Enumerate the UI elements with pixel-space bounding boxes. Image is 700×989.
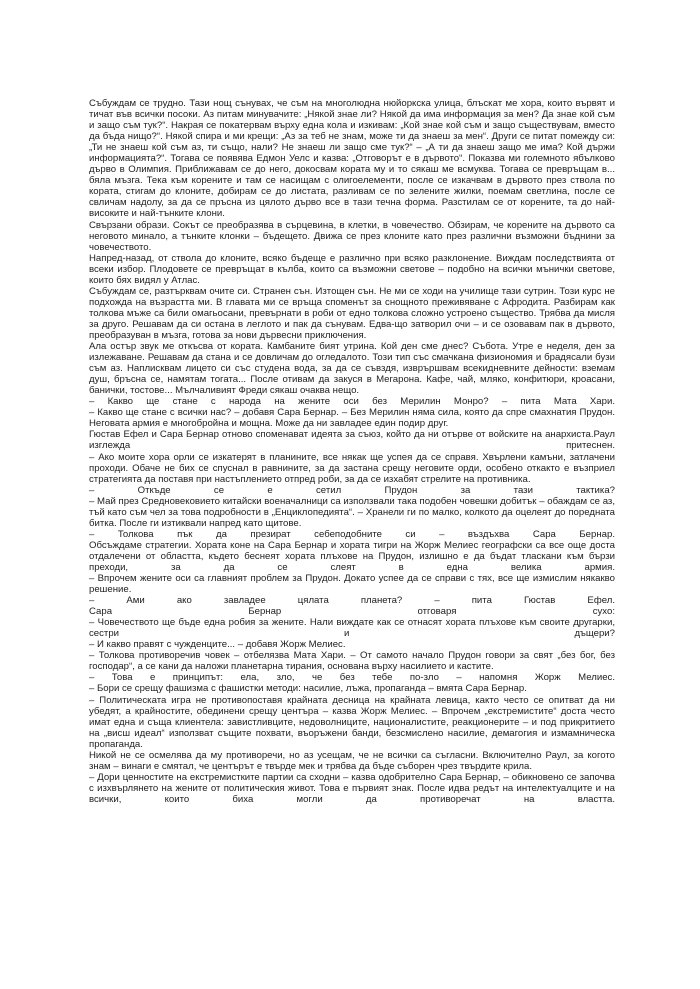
paragraph: – Това е принципът: ела, зло, че без тебе по-зло – напомня Жорж Мелиес. bbox=[89, 672, 615, 684]
paragraph: – Бори се срещу фашизма с фашистки методи: насилие, лъжа, пропаганда – вмята Сара Бернар. bbox=[89, 683, 527, 695]
paragraph: Обсъждаме стратегии. Хората коне на Сара Бернар и хората тигри на Жорж Мелиес географски са все още доста отдалечени от областта, където беснеят хората плъхове на Прудон, излишно е да бъдат тласкани към бързи преходи, за да се слеят в една велика армия. bbox=[89, 539, 615, 573]
paragraph: – Дори ценностите на екстремистките партии са сходни – казва одобрително Сара Бернар, – обикновено се започва с изхвърлянето на жените от политическия живот. Това е първият знак. После идва редът на интелектуалците и на всички, които биха могли да противоречат на властта. bbox=[89, 771, 615, 805]
paragraph: Гюстав Ефел и Сара Бернар отново споменават идеята за съюз, който да ни отърве от войските на анархиста.Раул изглежда притеснен. bbox=[89, 429, 615, 452]
document-page bbox=[89, 98, 615, 805]
paragraph: – Политическата игра не противопоставя крайната десница на крайната левица, както често се опитват да ни убедят, а крайностите, обединени срещу центъра – казва Жорж Мелиес. – Впрочем „екстремистите“ доста често имат една и съща клиентела: завистливците, недоволниците, националистите, реакционерите – и под прикритието на „висш идеал“ използват същите похвати, въоръжени банди, безсмислено насилие, демагогия и измамническа пропаганда. bbox=[89, 694, 615, 750]
paragraph: Никой не се осмелява да му противоречи, но аз усещам, че не всички са съгласни. Включително Раул, за когото знам – винаги е смятал, че центърът е твърде мек и трябва да бъде съборен чрез твърдите крила. bbox=[89, 749, 615, 772]
paragraph: – Какво ще стане с народа на жените оси без Мерилин Монро? – пита Мата Хари. bbox=[89, 396, 615, 408]
paragraph: Ала остър звук ме откъсва от кората. Камбаните бият утрина. Кой ден сме днес? Събота. Утре е неделя, ден за излежаване. Решавам да стана и се довличам до огледалото. Този тип със смачкана физиономия и брадясали бузи съм аз. Наплисквам лицето си със студена вода, за да се съвздя, изврършвам всекидневните дейности: вземам душ, бръсна се, намятам тогата... После отивам да закуся в Мегарона. Кафе, чай, мляко, конфитюри, кроасани, банички, тостове... Мълчаливият Фреди сякаш очаква нещо. bbox=[89, 341, 615, 397]
paragraph: – Ако моите хора орли се изкатерят в планините, все някак ще успея да се справя. Хвърлени камъни, затлачени проходи. Обаче не бих се спуснал в равнините, за да застана срещу неговите орди, особено откакто е възприел стратегията да поставя при настъплението отпред роби, за да се изхабят стрелите на противника. bbox=[89, 451, 615, 485]
paragraph: Събуждам се трудно. Тази нощ сънувах, че съм на многолюдна нюйоркска улица, блъскат ме хора, които вървят и тичат във всички посоки. Аз питам минувачите: „Някой знае ли? Някой да има информация за мен? Да знае кой съм и защо съм тук?“. Накрая се покатервам върху една кола и изкивам: „Кой знае кой съм и защо съществувам, вместо да бъда нищо?“. Някой спира и ми крещи: „Аз за теб не знам, може ти да знаеш за мен“. Други се питат помежду си: „Ти не знаеш кой съм аз, ти също, нали? Не знаеш ли защо сме тук?“ – „А ти да знаеш защо ме има? Кой държи информацията?“. Тогава се появява Едмон Уелс и казва: „Отговорът е в дървото“. Показва ми големното ябълково дърво в Олимпия. Приближавам се до него, докосвам кората му и то сякаш ме всмуква. Тогава се превръщам в... бяла мъзга. Тека към корените и там се насищам с олигоелементи, после се изкачвам в дървото през ствола по кората, стигам до клоните, добирам се до листата, разливам се по зелените жилки, поемам светлина, после се свличам надолу, за да се пръсна из цялото дърво все в тази течна форма. Разстилам се от корените, та до най-високите и най-тънките клони. bbox=[89, 98, 615, 220]
paragraph: – Ами ако завладее цялата планета? – пита Гюстав Ефел. bbox=[89, 595, 615, 607]
paragraph: Събуждам се, разтърквам очите си. Странен сън. Изтощен сън. Не ми се ходи на училище тази сутрин. Този курс не подхожда на възрастта ми. В главата ми се връща споменът за снощното преживяване с Афродита. Разбирам как толкова мъже са били омагьосани, превърнати в роби от едно толкова сложно устроено същество. Трябва да мисля за друго. Решавам да си остана в леглото и пак да сънувам. Едва-що затворил очи – и се озовавам пак в дървото, преобразуван в мъзга, готова за нови дървесни приключения. bbox=[89, 285, 615, 341]
paragraph: – Човечеството ще бъде една робия за жените. Нали виждате как се отнасят хората плъхове към своите другарки, сестри и дъщери? bbox=[89, 617, 615, 640]
paragraph: – Толкова пък да презират себеподобните си – въздъхва Сара Бернар. bbox=[89, 528, 615, 540]
paragraph: – Впрочем жените оси са главният проблем за Прудон. Докато успее да се справи с тях, все ще измислим някакво решение. bbox=[89, 573, 615, 596]
paragraph: – И какво правят с чужденците... – добавя Жорж Мелиес. bbox=[89, 639, 346, 651]
paragraph: – Какво ще стане с всички нас? – добавя Сара Бернар. – Без Мерилин няма сила, която да спре смахнатия Прудон. Неговата армия е многобройна и мощна. Може да ни завладее един подир друг. bbox=[89, 407, 615, 430]
paragraph: Сара Бернар отговаря сухо: bbox=[89, 606, 615, 618]
paragraph: Напред-назад, от ствола до клоните, всяко бъдеще е различно при всяко разклонение. Виждам последствията от всеки избор. Плодовете се превръщат в кълба, които са възможни светове – подобно на всички мънички светове, които бях видял у Атлас. bbox=[89, 252, 615, 286]
paragraph: – Май през Средновековието китайски военачалници са използвали така подобен човешки добитък – обаждам се аз, тъй като съм чел за това подробности в „Енциклопедията“. – Хранели ги по малко, колкото да оцелеят до поредната битка. После ги изтиквали напред като щитове. bbox=[89, 495, 615, 529]
paragraph: – Толкова противоречив човек – отбелязва Мата Хари. – От самото начало Прудон говори за свят „без бог, без господар“, а се кани да наложи планетарна тирания, основана върху насилието и кастите. bbox=[89, 650, 615, 673]
paragraph: – Откъде се е сетил Прудон за тази тактика? bbox=[89, 484, 615, 496]
paragraph: Свързани образи. Сокът се преобразява в сърцевина, в клетки, в човечество. Обзирам, че корените на дървото са неговото минало, а тънките клонки – бъдещето. Движа се през клоните като през различни възможни бъднини за човечеството. bbox=[89, 219, 615, 253]
